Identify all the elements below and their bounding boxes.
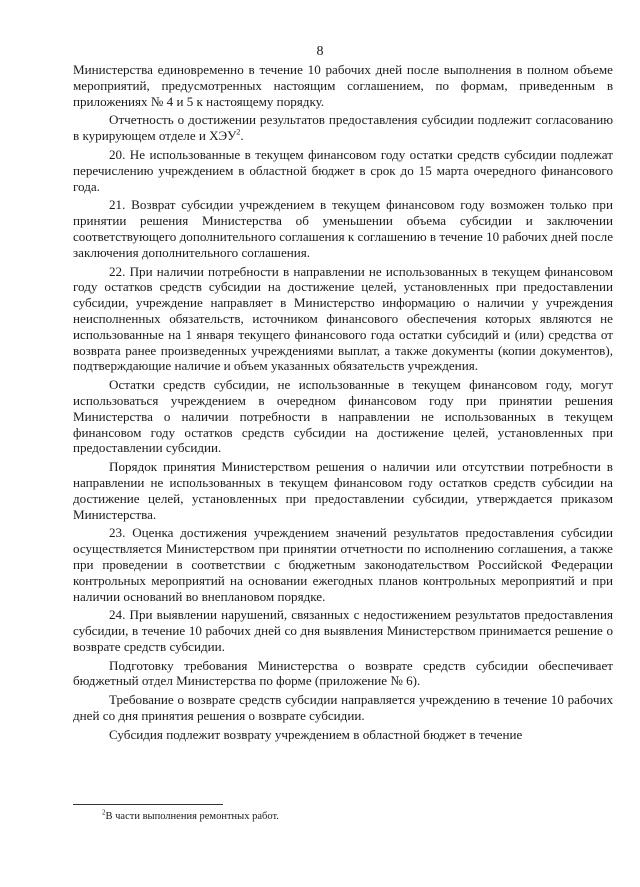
paragraph-item-20: 20. Не использованные в текущем финансовом году остатки средств субсидии подлежат перечислению учреждением в областной бюджет в срок до 15 марта очередного финансового года.	[73, 146, 613, 194]
paragraph-decision-procedure: Порядок принятия Министерством решения о наличии или отсутствии потребности в направлении не использованных в текущем финансовом году остатков средств субсидии на достижение целей, установленных при предоставлении субсидии, утверждается приказом Министерства.	[73, 459, 613, 522]
paragraph-end-punct: .	[240, 128, 244, 144]
paragraph-item-23: 23. Оценка достижения учреждением значений результатов предоставления субсидии осуществляется Министерством при принятии отчетности по исполнению соглашения, а также при проведении в соответствии с бюджетным законодательством Российской Федерации контрольных мероприятий на основании ежегодных планов контрольных мероприятий и при наличии оснований во внеплановом порядке.	[73, 525, 613, 604]
document-body	[73, 62, 613, 746]
footnote-separator	[73, 804, 223, 805]
paragraph-item-22: 22. При наличии потребности в направлении не использованных в текущем финансовом году остатков средств субсидии на достижение целей, установленных при предоставлении субсидии, учреждение направляет в Министерство информацию о наличии у учреждения неисполненных обязательств, источником финансового обеспечения которых являются не использованные на 1 января текущего финансового года остатки субсидий и (или) средства от возврата ранее произведенных учреждениями выплат, а также документы (копии документов), подтверждающие наличие и объем указанных обязательств учреждения.	[73, 263, 613, 374]
footnote-reference: 2	[236, 127, 241, 137]
paragraph-reporting-approval	[73, 112, 613, 144]
footnote-text: В части выполнения ремонтных работ.	[105, 811, 279, 822]
paragraph-demand-preparation: Подготовку требования Министерства о возврате средств субсидии обеспечивает бюджетный отдел Министерства по форме (приложение № 6).	[73, 657, 613, 689]
paragraph-continuation: Министерства единовременно в течение 10 рабочих дней после выполнения в полном объеме мероприятий, предусмотренных настоящим соглашением, по формам, приведенным в приложениях № 4 и 5 к настоящему порядку.	[73, 62, 613, 109]
paragraph-text: Отчетность о достижении результатов предоставления субсидии подлежит согласованию в курирующем отделе и ХЭУ	[73, 112, 613, 144]
paragraph-item-21: 21. Возврат субсидии учреждением в текущем финансовом году возможен только при принятии решения Министерства об уменьшении объема субсидии и заключении соответствующего дополнительного соглашения к соглашению в течение 10 рабочих дней после заключения дополнительного соглашения.	[73, 197, 613, 260]
paragraph-remaining-funds: Остатки средств субсидии, не использованные в текущем финансовом году, могут использоваться учреждением в очередном финансовом году при принятии решения Министерства о наличии потребности в направлении не использованных в текущем финансовом году остатков средств субсидии на достижение целей, установленных при предоставлении субсидии.	[73, 377, 613, 456]
footnote	[102, 808, 279, 823]
paragraph-subsidy-return: Субсидия подлежит возврату учреждением в областной бюджет в течение	[109, 726, 523, 742]
paragraph-demand-sending: Требование о возврате средств субсидии направляется учреждению в течение 10 рабочих дней со дня принятия решения о возврате субсидии.	[73, 692, 613, 724]
footnote-marker: 2	[102, 808, 106, 817]
page-number: 8	[316, 44, 324, 59]
paragraph-item-24: 24. При выявлении нарушений, связанных с недостижением результатов предоставления субсидии, в течение 10 рабочих дней со дня выявления Министерством принимается решение о возврате средств субсидии.	[73, 607, 613, 654]
